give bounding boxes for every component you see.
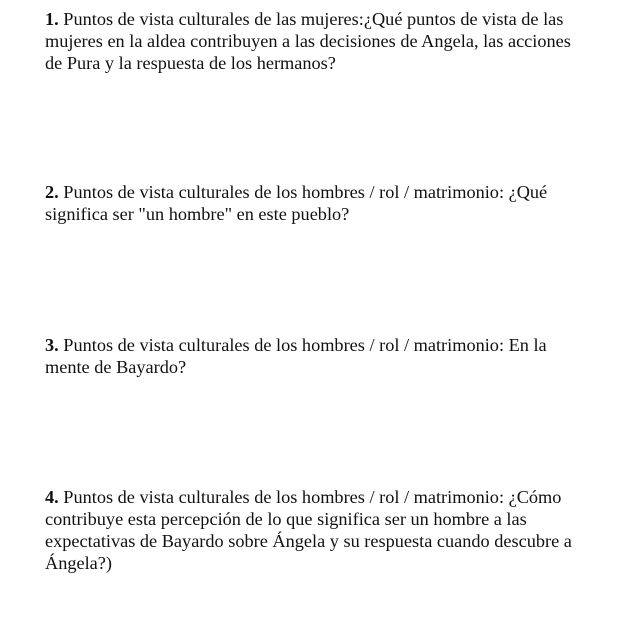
question-text-line: mente de Bayardo? [45,357,187,377]
question-text-line: expectativas de Bayardo sobre Ángela y su respuesta cuando descubre a [45,531,572,551]
question-number: 1. [45,9,59,29]
question-2 [45,181,625,225]
question-4 [45,486,625,574]
question-number: 3. [45,335,59,355]
question-number: 4. [45,487,59,507]
question-text-line: Ángela?) [45,553,112,573]
question-text-line: Puntos de vista culturales de las mujeres:¿Qué puntos de vista de las [63,9,564,29]
question-number: 2. [45,182,59,202]
question-3 [45,334,625,378]
question-text-line: Puntos de vista culturales de los hombres / rol / matrimonio: ¿Qué [63,182,548,202]
question-text-line: Puntos de vista culturales de los hombres / rol / matrimonio: ¿Cómo [63,487,562,507]
question-1 [45,8,625,74]
question-text-line: contribuye esta percepción de lo que significa ser un hombre a las [45,509,527,529]
question-text-line: significa ser "un hombre" en este pueblo? [45,204,350,224]
question-text-line: de Pura y la respuesta de los hermanos? [45,53,336,73]
question-text-line: Puntos de vista culturales de los hombres / rol / matrimonio: En la [63,335,547,355]
question-text-line: mujeres en la aldea contribuyen a las decisiones de Angela, las acciones [45,31,571,51]
